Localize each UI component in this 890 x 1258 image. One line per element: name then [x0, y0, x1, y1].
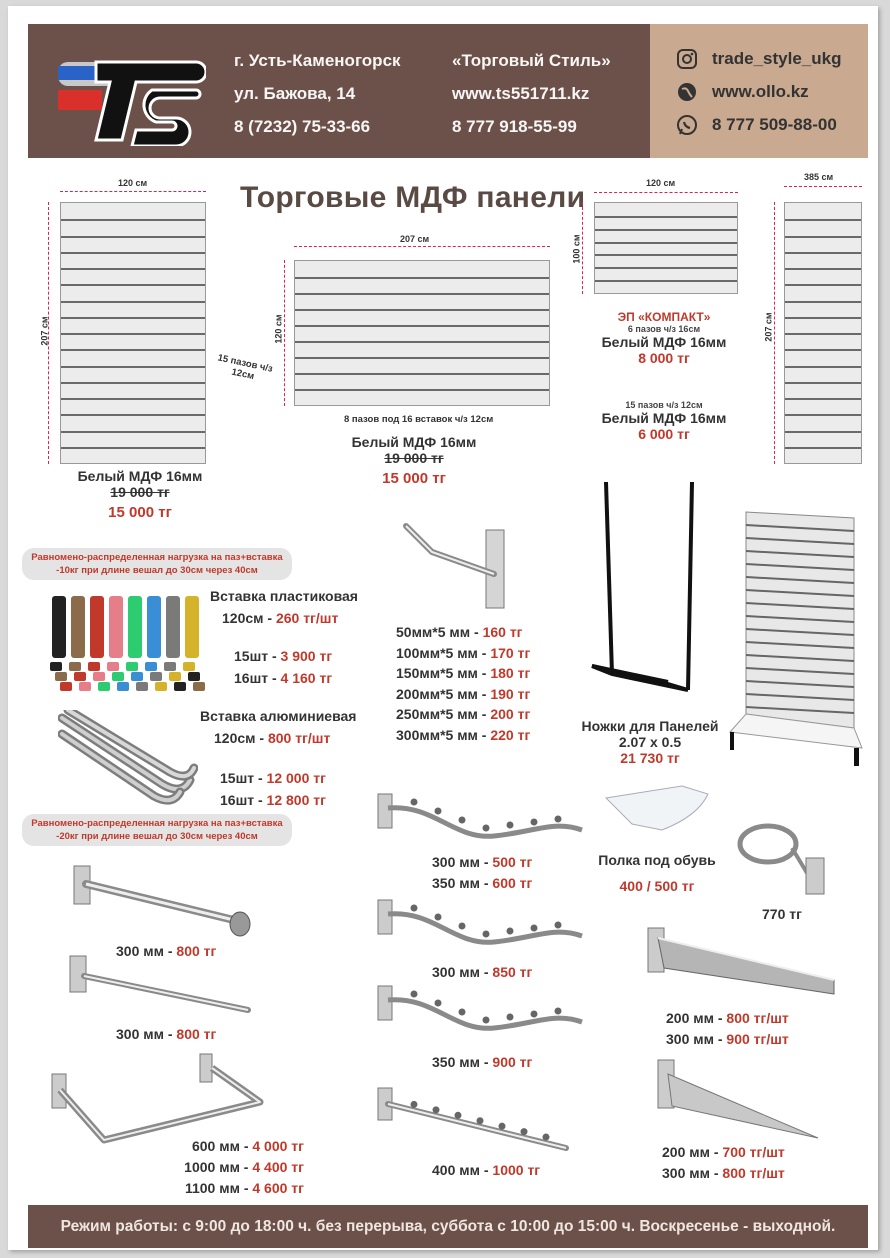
shelf2-row: 300 мм - 800 тг/шт — [662, 1165, 785, 1181]
legs-info — [570, 718, 730, 766]
panel-slot — [785, 333, 861, 335]
dimension-line — [594, 192, 738, 193]
panel2-slots: 8 пазов под 16 вставок ч/з 12см — [344, 414, 494, 425]
panel-slot — [785, 301, 861, 303]
panel2-price: 15 000 тг — [382, 470, 446, 487]
instagram-row[interactable] — [650, 42, 868, 75]
waterfall-hanger-3 — [374, 982, 588, 1042]
shoe-shelf-image — [602, 784, 712, 834]
phone-city[interactable]: 8 (7232) 75-33-66 — [234, 117, 371, 136]
shelf-bracket-1 — [644, 924, 840, 1008]
shoe-price: 400 / 500 тг — [619, 878, 695, 894]
wave3-price: 350 мм - 900 тг — [432, 1054, 533, 1070]
load-note-1-line2: -10кг при длине вешал до 30см через 40см — [56, 565, 258, 576]
panel-slot — [61, 301, 205, 303]
shelf2-prices — [662, 1142, 785, 1184]
waterfall-hanger-2 — [374, 896, 588, 956]
panel2-width: 207 см — [400, 234, 430, 244]
panel-slot — [785, 349, 861, 351]
ubar-row: 1000 мм - 4 400 тг — [184, 1159, 304, 1175]
panel4-height: 207 см — [763, 312, 774, 342]
panel-slot — [61, 366, 205, 368]
phone-mobile[interactable]: 8 777 918-55-99 — [452, 117, 577, 136]
panel-slot — [595, 216, 737, 218]
bar1-price: 300 мм - 800 тг — [116, 943, 217, 959]
panel-slot — [595, 254, 737, 256]
dimension-line — [294, 246, 550, 247]
panel-slot — [61, 382, 205, 384]
panel-slot — [61, 414, 205, 416]
stand-image — [722, 508, 868, 770]
panel-slot — [61, 431, 205, 433]
hook-image — [402, 522, 522, 612]
panel1-width: 120 см — [118, 178, 148, 188]
panel-slot — [295, 357, 549, 359]
panel-slot — [61, 252, 205, 254]
panel-slot — [295, 309, 549, 311]
site-link[interactable]: www.ts551711.kz — [452, 84, 590, 103]
wave2-price: 300 мм - 850 тг — [432, 964, 533, 980]
street: ул. Бажова, 14 — [234, 84, 356, 103]
wave1-row: 300 мм - 500 тг — [432, 854, 533, 870]
ubar-row: 600 мм - 4 000 тг — [191, 1138, 304, 1154]
panel3-width: 120 см — [646, 178, 676, 188]
panel-slot — [61, 317, 205, 319]
panel-slot — [785, 317, 861, 319]
contacts-address — [234, 44, 401, 143]
panel4-image — [784, 202, 862, 464]
panel-slot — [61, 268, 205, 270]
panel1-slots: 15 пазов ч/з 12см — [216, 352, 274, 383]
plastic-title: Вставка пластиковая — [210, 588, 358, 604]
brand-name: «Торговый Стиль» — [452, 51, 611, 70]
plastic-unit: 120см - 260 тг/шт — [222, 610, 339, 626]
panel3-slots: 6 пазов ч/з 16см — [627, 324, 701, 334]
instagram-handle: trade_style_ukg — [712, 48, 842, 68]
globe-icon — [676, 81, 698, 103]
logo — [56, 54, 206, 146]
dimension-line — [284, 260, 285, 406]
hook-price-list — [396, 622, 530, 745]
panel-slot — [295, 325, 549, 327]
panel-slot — [785, 219, 861, 221]
waterfall-hanger-4 — [374, 1086, 574, 1156]
panel4-width: 385 см — [804, 172, 834, 182]
panel-slot — [785, 268, 861, 270]
panel-slot — [61, 236, 205, 238]
panel-slot — [61, 219, 205, 221]
panel-slot — [785, 284, 861, 286]
panel-slot — [295, 373, 549, 375]
panel-slot — [785, 398, 861, 400]
panel4-slots: 15 пазов ч/з 12см — [625, 400, 703, 410]
shoe-title: Полка под обувь — [598, 852, 716, 868]
panel-slot — [595, 229, 737, 231]
city: г. Усть-Каменогорск — [234, 51, 401, 70]
shoe-info — [592, 852, 722, 894]
panel1-old-price: 19 000 тг — [110, 484, 170, 500]
social-block — [650, 24, 868, 158]
panel1-image — [60, 202, 206, 464]
bar1-image — [66, 862, 266, 942]
load-note-1-line1: Равномено-распределенная нагрузка на паз+вставка — [31, 552, 283, 563]
panel-slot — [785, 366, 861, 368]
price-sheet — [8, 6, 878, 1250]
panel-slot — [785, 447, 861, 449]
shelf2-row: 200 мм - 700 тг/шт — [662, 1144, 785, 1160]
legs-title: Ножки для Панелей — [581, 718, 719, 734]
panel2-info — [344, 434, 484, 487]
ubar-price-list — [176, 1136, 304, 1199]
panel-slot — [61, 349, 205, 351]
alu-title: Вставка алюминиевая — [200, 708, 357, 724]
web-link: www.ollo.kz — [712, 81, 809, 101]
panel-slot — [295, 277, 549, 279]
legs-size: 2.07 x 0.5 — [618, 734, 682, 750]
panel3-height: 100 см — [571, 234, 582, 264]
ubar-image — [48, 1050, 278, 1150]
alu-q2: 16шт - 12 800 тг — [220, 792, 326, 808]
plastic-insert-image — [48, 592, 208, 698]
ring-price: 770 тг — [762, 906, 802, 922]
plastic-q1: 15шт - 3 900 тг — [234, 648, 333, 664]
panel-slot — [61, 447, 205, 449]
panel-slot — [785, 382, 861, 384]
panel-slot — [295, 293, 549, 295]
page-title: Торговые МДФ панели — [240, 181, 586, 214]
panel2-old-price: 19 000 тг — [384, 450, 444, 466]
panel3-price: 8 000 тг — [638, 350, 690, 366]
panel3-name: Белый МДФ 16мм — [601, 334, 727, 350]
bar2-image — [64, 952, 264, 1022]
panel-slot — [61, 398, 205, 400]
panel4-info — [594, 400, 734, 442]
panel-slot — [785, 414, 861, 416]
shelf1-row: 300 мм - 900 тг/шт — [666, 1031, 789, 1047]
panel-slot — [595, 242, 737, 244]
shelf1-prices — [666, 1008, 789, 1050]
alu-q1: 15шт - 12 000 тг — [220, 770, 326, 786]
legs-price: 21 730 тг — [620, 750, 680, 766]
web-row[interactable] — [650, 75, 868, 108]
panel1-height: 207 см — [39, 316, 50, 346]
alu-insert-image — [58, 710, 198, 806]
contacts-brand — [452, 44, 611, 143]
instagram-icon — [676, 48, 698, 70]
load-note-2-line2: -20кг при длине вешал до 30см через 40см — [56, 831, 258, 842]
load-note-2-line1: Равномено-распределенная нагрузка на паз+вставка — [31, 818, 283, 829]
header — [28, 24, 868, 158]
panel4-name: Белый МДФ 16мм — [601, 410, 727, 426]
whatsapp-icon — [676, 114, 698, 136]
load-note-2 — [22, 814, 292, 846]
dimension-line — [60, 191, 206, 192]
waterfall-hanger-1 — [374, 790, 588, 850]
plastic-q2: 16шт - 4 160 тг — [234, 670, 333, 686]
panel1-info — [70, 468, 210, 521]
dimension-line — [582, 202, 583, 294]
legs-image — [584, 478, 704, 700]
panel-slot — [61, 284, 205, 286]
panel3-tag: ЭП «КОМПАКТ» — [617, 310, 711, 324]
panel-slot — [295, 389, 549, 391]
panel4-price: 6 000 тг — [638, 426, 690, 442]
hook-row: 150мм*5 мм - 180 тг — [396, 665, 531, 681]
hook-row: 300мм*5 мм - 220 тг — [396, 726, 531, 743]
panel3-info — [594, 310, 734, 366]
wave1-row: 350 мм - 600 тг — [432, 875, 533, 891]
load-note-1 — [22, 548, 292, 580]
panel-slot — [785, 431, 861, 433]
panel-slot — [61, 333, 205, 335]
panel1-name: Белый МДФ 16мм — [77, 468, 203, 484]
hook-row: 200мм*5 мм - 190 тг — [396, 685, 531, 702]
panel2-height: 120 см — [273, 314, 284, 344]
ubar-row: 1100 мм - 4 600 тг — [184, 1180, 304, 1196]
panel3-image — [594, 202, 738, 294]
whatsapp-number: 8 777 509-88-00 — [712, 114, 837, 134]
panel-slot — [595, 267, 737, 269]
ring-image — [734, 818, 844, 898]
shelf-bracket-2 — [652, 1056, 822, 1142]
hook-row: 250мм*5 мм - 200 тг — [396, 706, 531, 722]
hook-row: 50мм*5 мм - 160 тг — [396, 624, 523, 640]
wave4-price: 400 мм - 1000 тг — [432, 1162, 541, 1178]
wave1-prices — [432, 852, 532, 894]
footer-hours: Режим работы: с 9:00 до 18:00 ч. без перерыва, суббота с 10:00 до 15:00 ч. Воскресенье - выходной. — [28, 1205, 868, 1248]
hook-row: 100мм*5 мм - 170 тг — [396, 644, 531, 661]
panel-slot — [785, 236, 861, 238]
whatsapp-row[interactable] — [650, 108, 868, 141]
panel-slot — [595, 280, 737, 282]
panel-slot — [785, 252, 861, 254]
bar2-price: 300 мм - 800 тг — [116, 1026, 217, 1042]
panel1-price: 15 000 тг — [108, 504, 172, 521]
dimension-line — [774, 202, 775, 464]
panel-slot — [295, 341, 549, 343]
alu-unit: 120см - 800 тг/шт — [214, 730, 331, 746]
dimension-line — [784, 186, 862, 187]
panel2-name: Белый МДФ 16мм — [351, 434, 477, 450]
panel2-image — [294, 260, 550, 406]
shelf1-row: 200 мм - 800 тг/шт — [666, 1010, 789, 1026]
